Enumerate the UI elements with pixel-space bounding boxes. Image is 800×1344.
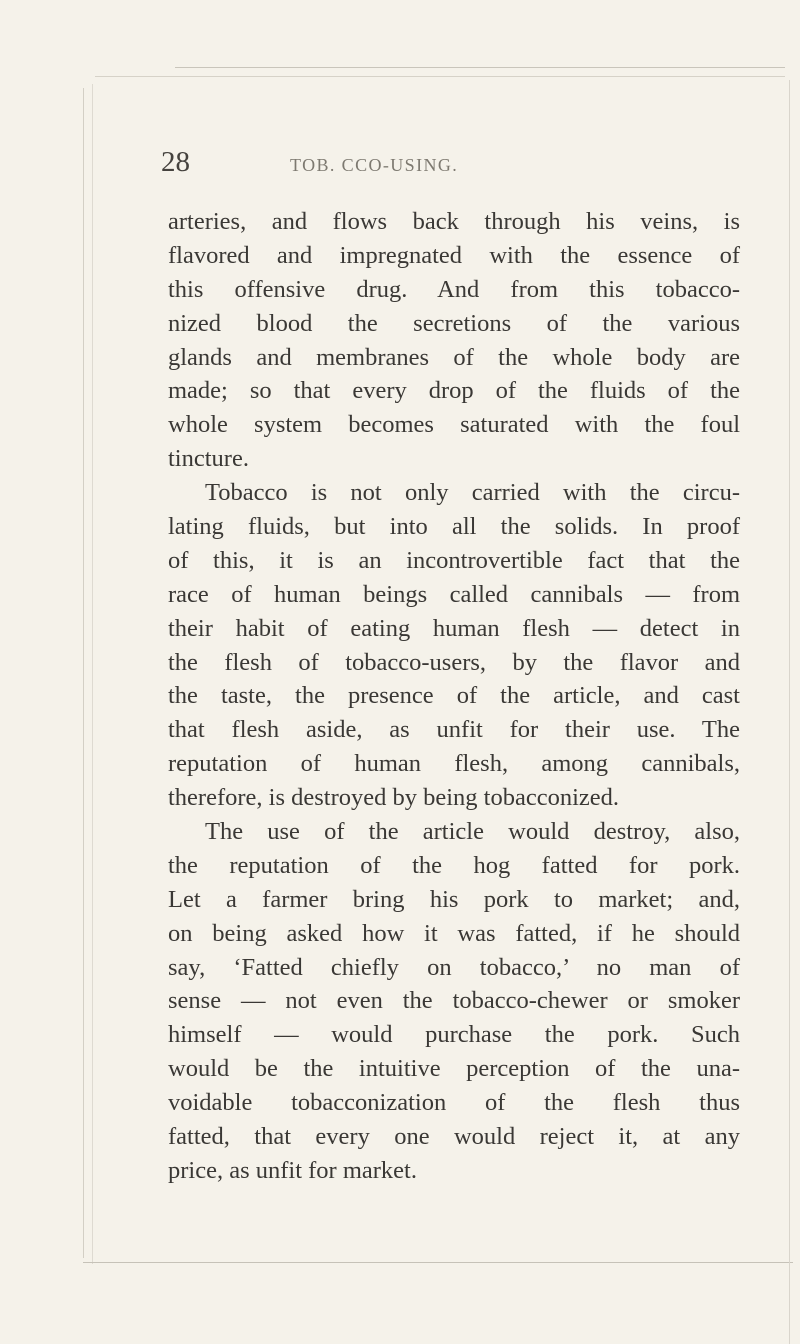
top-border-rule: [175, 67, 785, 68]
text-line: Tobacco is not only carried with the circu-: [205, 479, 740, 507]
page-number: 28: [161, 146, 190, 178]
text-line: The use of the article would destroy, also,: [205, 818, 740, 846]
text-line: voidable tobacconization of the flesh thus: [168, 1089, 740, 1117]
text-line: their habit of eating human flesh — detect in: [168, 614, 740, 642]
text-line: say, ‘Fatted chiefly on tobacco,’ no man of: [168, 953, 740, 981]
text-line: race of human beings called cannibals — from: [168, 580, 740, 608]
text-line: lating fluids, but into all the solids. In proof: [168, 513, 740, 541]
text-line: on being asked how it was fatted, if he should: [168, 919, 740, 947]
text-line: therefore, is destroyed by being tobacconized.: [168, 784, 620, 812]
text-line: this offensive drug. And from this tobacco-: [168, 275, 740, 303]
text-line: flavored and impregnated with the essence of: [168, 241, 740, 269]
text-line: that flesh aside, as unfit for their use. The: [168, 716, 740, 744]
text-line: price, as unfit for market.: [168, 1156, 417, 1184]
text-line: of this, it is an incontrovertible fact that the: [168, 546, 740, 574]
right-page-edge: [789, 80, 790, 1344]
text-line: whole system becomes saturated with the foul: [168, 411, 740, 439]
bottom-border-rule: [83, 1262, 793, 1263]
text-line: fatted, that every one would reject it, at any: [168, 1123, 740, 1151]
body-text: [168, 205, 740, 1188]
text-line: reputation of human flesh, among cannibals,: [168, 750, 740, 778]
text-line: tincture.: [168, 445, 249, 473]
text-line: the taste, the presence of the article, and cast: [168, 682, 740, 710]
text-line: arteries, and flows back through his veins, is: [168, 208, 740, 235]
text-line: glands and membranes of the whole body are: [168, 343, 740, 371]
text-line: sense — not even the tobacco-chewer or smoker: [168, 987, 740, 1015]
text-line: would be the intuitive perception of the una-: [168, 1055, 740, 1083]
running-head: [0, 146, 800, 182]
text-line: the flesh of tobacco-users, by the flavor and: [168, 648, 740, 676]
text-line: made; so that every drop of the fluids of the: [168, 377, 740, 405]
top-border-rule-inner: [95, 76, 785, 77]
left-border-rule: [83, 88, 84, 1258]
left-border-rule-inner: [92, 84, 93, 1264]
text-line: nized blood the secretions of the various: [168, 309, 740, 337]
text-line: Let a farmer bring his pork to market; and,: [168, 885, 740, 913]
text-line: the reputation of the hog fatted for pork.: [168, 851, 740, 879]
text-line: himself — would purchase the pork. Such: [168, 1021, 740, 1049]
running-title: TOB. CCO-USING.: [290, 155, 459, 175]
